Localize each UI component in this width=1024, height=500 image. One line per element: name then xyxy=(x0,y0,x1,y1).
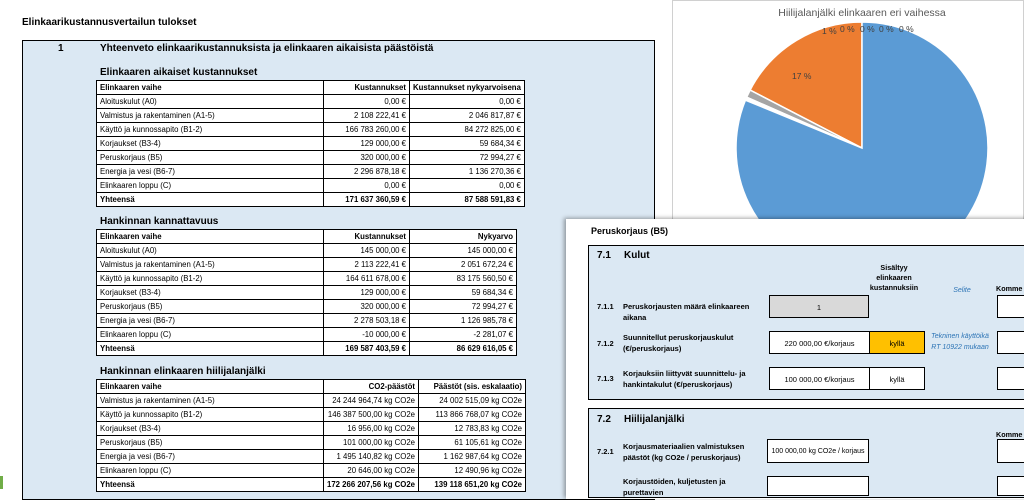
col-header-co2: CO2-päästöt xyxy=(324,380,419,394)
value-cell: 61 105,61 kg CO2e xyxy=(419,436,526,450)
renovation-cost-field[interactable]: 220 000,00 €/korjaus xyxy=(769,331,870,354)
table-row xyxy=(97,109,525,123)
phase-cell: Valmistus ja rakentaminen (A1-5) xyxy=(97,394,324,408)
table-row xyxy=(97,422,526,436)
value-cell: 2 278 503,18 € xyxy=(324,314,410,328)
table-row xyxy=(97,394,526,408)
pie-slice xyxy=(736,22,988,220)
col-header-costs: Kustannukset xyxy=(324,230,410,244)
section-number: 7.1 xyxy=(597,250,611,261)
col-header-costs: Kustannukset xyxy=(324,81,410,95)
table-row xyxy=(97,314,517,328)
value-cell: 59 684,34 € xyxy=(410,137,525,151)
phase-cell: Peruskorjaus (B5) xyxy=(97,300,324,314)
comment-column-header: Komme xyxy=(996,284,1023,293)
note-text: Tekninen käyttöikä RT 10922 mukaan xyxy=(931,333,989,351)
pie-label: 0 % xyxy=(840,24,855,34)
comment-field[interactable] xyxy=(997,439,1024,463)
value-cell: 166 783 260,00 € xyxy=(324,123,410,137)
included-select[interactable]: kyllä xyxy=(869,367,925,390)
chart-title: Hiilijalanjälki elinkaaren eri vaihessa xyxy=(778,7,946,19)
table-row xyxy=(97,258,517,272)
value-cell: 0,00 € xyxy=(324,95,410,109)
table-row xyxy=(97,436,526,450)
table-row xyxy=(97,450,526,464)
value-cell: 2 046 817,87 € xyxy=(410,109,525,123)
value-cell: 2 108 222,41 € xyxy=(324,109,410,123)
row-number: 7.1.2 xyxy=(597,339,614,348)
included-select[interactable]: kyllä xyxy=(869,331,925,354)
total-label: Yhteensä xyxy=(97,193,324,207)
lifecycle-costs-table xyxy=(96,80,525,207)
comment-field[interactable] xyxy=(997,476,1024,496)
table-row xyxy=(97,165,525,179)
value-cell: 164 611 678,00 € xyxy=(324,272,410,286)
value-cell: 1 495 140,82 kg CO2e xyxy=(324,450,419,464)
value-cell: 1 136 270,36 € xyxy=(410,165,525,179)
row-number: 7.1.1 xyxy=(597,302,614,311)
section-number: 1 xyxy=(58,43,64,54)
table-row xyxy=(97,151,525,165)
col-header-escalated: Päästöt (sis. eskalaatio) xyxy=(419,380,526,394)
value-cell: 24 244 964,74 kg CO2e xyxy=(324,394,419,408)
document-title: Elinkaarikustannusvertailun tulokset xyxy=(22,17,197,28)
table-row xyxy=(97,464,526,478)
total-row xyxy=(97,342,517,356)
phase-cell: Korjaukset (B3-4) xyxy=(97,286,324,300)
total-row xyxy=(97,478,526,492)
total-value: 86 629 616,05 € xyxy=(410,342,517,356)
comment-field[interactable] xyxy=(997,367,1024,390)
table-row xyxy=(97,95,525,109)
value-cell: 12 490,96 kg CO2e xyxy=(419,464,526,478)
col-header-phase: Elinkaaren vaihe xyxy=(97,380,324,394)
phase-cell: Käyttö ja kunnossapito (B1-2) xyxy=(97,272,324,286)
phase-cell: Korjaukset (B3-4) xyxy=(97,422,324,436)
value-cell: 20 646,00 kg CO2e xyxy=(324,464,419,478)
phase-cell: Käyttö ja kunnossapito (B1-2) xyxy=(97,408,324,422)
phase-cell: Elinkaaren loppu (C) xyxy=(97,464,324,478)
value-cell: 0,00 € xyxy=(410,95,525,109)
costs-table-title: Elinkaaren aikaiset kustannukset xyxy=(100,67,258,78)
work-emissions-field[interactable] xyxy=(767,476,869,496)
section-number: 7.2 xyxy=(597,414,611,425)
value-cell: 320 000,00 € xyxy=(324,300,410,314)
pie-label: 17 % xyxy=(792,71,812,81)
table-row xyxy=(97,123,525,137)
col-header-phase: Elinkaaren vaihe xyxy=(97,81,324,95)
value-cell: 2 296 878,18 € xyxy=(324,165,410,179)
phase-cell: Aloituskulut (A0) xyxy=(97,244,324,258)
procurement-profitability-table xyxy=(96,229,517,356)
phase-cell: Energia ja vesi (B6-7) xyxy=(97,165,324,179)
comment-column-header: Komme xyxy=(996,430,1023,439)
phase-cell: Energia ja vesi (B6-7) xyxy=(97,450,324,464)
pie-label: 0 % xyxy=(879,24,894,34)
total-label: Yhteensä xyxy=(97,342,324,356)
value-cell: 2 113 222,41 € xyxy=(324,258,410,272)
total-row xyxy=(97,193,525,207)
table-row xyxy=(97,179,525,193)
total-value: 169 587 403,59 € xyxy=(324,342,410,356)
row-label: Korjauksiin liittyvät suunnittelu- ja hankintakulut (€/peruskorjaus) xyxy=(623,369,746,389)
col-header-present-value: Nykyarvo xyxy=(410,230,517,244)
carbon-table-title: Hankinnan elinkaaren hiilijalanjälki xyxy=(100,366,266,377)
phase-cell: Elinkaaren loppu (C) xyxy=(97,179,324,193)
phase-cell: Valmistus ja rakentaminen (A1-5) xyxy=(97,109,324,123)
row-label: Korjaustöiden, kuljetusten ja purettavien xyxy=(623,477,726,497)
value-cell: 0,00 € xyxy=(324,179,410,193)
total-value: 87 588 591,83 € xyxy=(410,193,525,207)
value-cell: 320 000,00 € xyxy=(324,151,410,165)
value-cell: 145 000,00 € xyxy=(324,244,410,258)
value-cell: 113 866 768,07 kg CO2e xyxy=(419,408,526,422)
row-number: 7.2.1 xyxy=(597,447,614,456)
planning-cost-field[interactable]: 100 000,00 €/korjaus xyxy=(769,367,870,390)
pie-label: 1 % xyxy=(822,26,837,36)
pie-label: 0 % xyxy=(860,24,875,34)
table-row xyxy=(97,244,517,258)
row-label: Peruskorjausten määrä elinkaareen aikana xyxy=(623,302,750,322)
phase-cell: Peruskorjaus (B5) xyxy=(97,151,324,165)
value-cell: 84 272 825,00 € xyxy=(410,123,525,137)
value-cell: 16 956,00 kg CO2e xyxy=(324,422,419,436)
value-cell: 0,00 € xyxy=(410,179,525,193)
value-cell: 24 002 515,09 kg CO2e xyxy=(419,394,526,408)
renovation-sheet-title: Peruskorjaus (B5) xyxy=(591,226,669,236)
table-row xyxy=(97,300,517,314)
total-label: Yhteensä xyxy=(97,478,324,492)
table-row xyxy=(97,328,517,342)
value-cell: 1 162 987,64 kg CO2e xyxy=(419,450,526,464)
section-title: Hiilijalanjälki xyxy=(624,414,685,425)
value-cell: 101 000,00 kg CO2e xyxy=(324,436,419,450)
value-cell: 146 387 500,00 kg CO2e xyxy=(324,408,419,422)
section-title: Yhteenveto elinkaarikustannuksista ja elinkaaren aikaisista päästöistä xyxy=(100,43,434,54)
value-cell: 12 783,83 kg CO2e xyxy=(419,422,526,436)
note-column-header: Selite xyxy=(953,287,971,294)
total-value: 171 637 360,59 € xyxy=(324,193,410,207)
profitability-table-title: Hankinnan kannattavuus xyxy=(100,216,219,227)
phase-cell: Valmistus ja rakentaminen (A1-5) xyxy=(97,258,324,272)
value-cell: 83 175 560,50 € xyxy=(410,272,517,286)
row-label: Korjausmateriaalien valmistuksen päästöt (kg CO2e / peruskorjaus) xyxy=(623,442,745,462)
value-cell: 72 994,27 € xyxy=(410,151,525,165)
material-emissions-field[interactable]: 100 000,00 kg CO2e / korjaus xyxy=(767,439,869,463)
total-value: 139 118 651,20 kg CO2e xyxy=(419,478,526,492)
comment-field[interactable] xyxy=(997,295,1024,318)
phase-cell: Korjaukset (B3-4) xyxy=(97,137,324,151)
included-column-header: Sisältyy elinkaaren kustannuksiin xyxy=(869,263,919,292)
value-cell: 129 000,00 € xyxy=(324,286,410,300)
phase-cell: Energia ja vesi (B6-7) xyxy=(97,314,324,328)
value-cell: 129 000,00 € xyxy=(324,137,410,151)
row-number: 7.1.3 xyxy=(597,374,614,383)
table-row xyxy=(97,408,526,422)
table-row xyxy=(97,272,517,286)
value-cell: 2 051 672,24 € xyxy=(410,258,517,272)
value-cell: 72 994,27 € xyxy=(410,300,517,314)
section-title: Kulut xyxy=(624,250,650,261)
total-value: 172 266 207,56 kg CO2e xyxy=(324,478,419,492)
comment-field[interactable] xyxy=(997,331,1024,354)
renovation-count-field[interactable]: 1 xyxy=(769,295,869,318)
phase-cell: Elinkaaren loppu (C) xyxy=(97,328,324,342)
col-header-phase: Elinkaaren vaihe xyxy=(97,230,324,244)
value-cell: 145 000,00 € xyxy=(410,244,517,258)
value-cell: 59 684,34 € xyxy=(410,286,517,300)
pie-label: 0 % xyxy=(899,24,914,34)
phase-cell: Peruskorjaus (B5) xyxy=(97,436,324,450)
value-cell: -2 281,07 € xyxy=(410,328,517,342)
row-label: Suunnitellut peruskorjauskulut (€/peruskorjaus) xyxy=(623,333,734,353)
phase-cell: Käyttö ja kunnossapito (B1-2) xyxy=(97,123,324,137)
table-row xyxy=(97,286,517,300)
value-cell: -10 000,00 € xyxy=(324,328,410,342)
phase-cell: Aloituskulut (A0) xyxy=(97,95,324,109)
table-row xyxy=(97,137,525,151)
col-header-present-value: Kustannukset nykyarvoisena xyxy=(410,81,525,95)
carbon-footprint-table xyxy=(96,379,526,492)
window-edge-marker xyxy=(0,476,3,489)
value-cell: 1 126 985,78 € xyxy=(410,314,517,328)
